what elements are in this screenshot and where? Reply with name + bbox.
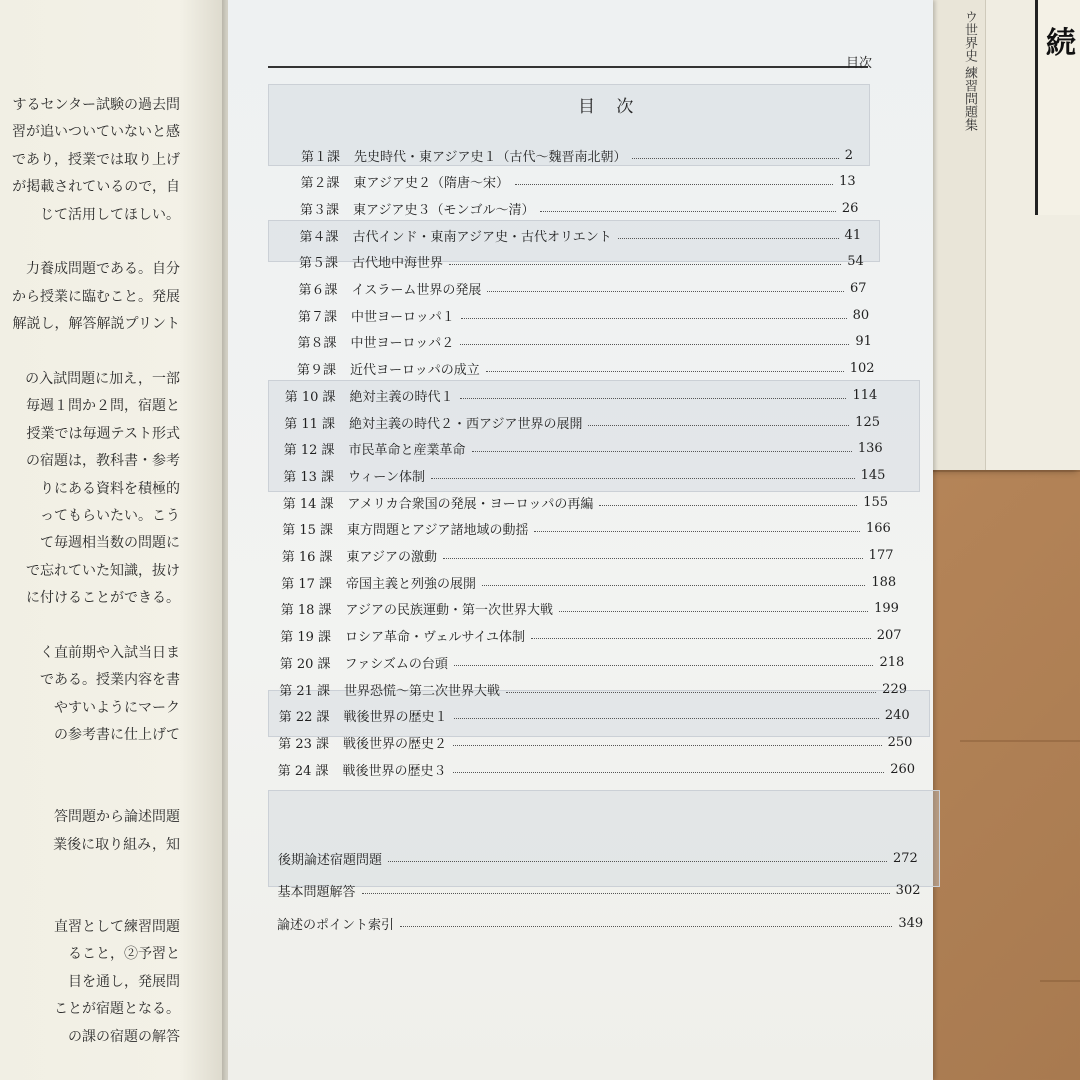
page-title: 目 次	[578, 97, 642, 117]
toc-entry[interactable]	[275, 332, 872, 352]
toc-page-number: 26	[841, 200, 859, 216]
toc-lesson-number: 第 16 課	[281, 550, 333, 565]
left-page-line: 解説し，解答解説プリント	[12, 316, 180, 333]
toc-entry[interactable]	[269, 652, 905, 672]
toc-leader-dots	[588, 425, 849, 426]
left-page-line: 習が追いついていないと感	[12, 124, 180, 141]
toc-title: 論述のポイント索引	[277, 917, 395, 933]
header-label: 目次	[846, 56, 873, 71]
toc-leader-dots	[449, 264, 841, 265]
left-page-line: 毎週１問か２問，宿題と	[26, 398, 180, 415]
toc-leader-dots	[599, 505, 857, 506]
toc-leader-dots	[559, 611, 868, 612]
toc-entry[interactable]	[269, 626, 902, 646]
toc-lesson-number: 第 22 課	[278, 710, 330, 726]
left-page-line: ってもらいたい。こう	[40, 508, 180, 524]
left-page-line: ことが宿題となる。	[54, 1001, 180, 1018]
toc-page-number: 102	[849, 361, 875, 377]
toc-title: ファシズムの台頭	[344, 656, 448, 672]
toc-leader-dots	[531, 638, 871, 639]
toc-page-number: 218	[879, 654, 905, 670]
toc-page-number: 114	[852, 387, 878, 403]
toc-lesson-number: 第 10 課	[284, 389, 336, 405]
toc-entry[interactable]	[277, 198, 858, 218]
left-page-line: 直習として練習問題	[54, 919, 180, 935]
toc-title: イスラーム世界の発展	[351, 283, 482, 298]
toc-page-number: 272	[892, 850, 918, 866]
toc-title: 古代地中海世界	[352, 256, 444, 272]
toc-title: 東アジア史３（モンゴル～清）	[353, 202, 535, 218]
toc-title: 基本問題解答	[277, 884, 356, 900]
toc-lesson-number: 第４課	[299, 229, 339, 245]
wood-grain	[960, 740, 1080, 742]
toc-leader-dots	[540, 211, 835, 212]
toc-entry[interactable]	[274, 385, 878, 405]
toc-leader-dots	[454, 718, 879, 719]
toc-title: 近代ヨーロッパの成立	[350, 363, 480, 379]
toc-lesson-number: 第 24 課	[277, 763, 329, 779]
toc-leader-dots	[506, 692, 876, 693]
left-page-line: じて活用してほしい。	[40, 206, 180, 223]
toc-entry[interactable]	[277, 225, 862, 245]
toc-entry[interactable]	[267, 732, 912, 752]
left-page-line: が掲載されているので，自	[12, 179, 180, 196]
left-page-line: やすいようにマーク	[54, 699, 180, 716]
left-page-line: の宿題は，教科書・参考	[26, 453, 180, 470]
side-book-cover-char: 続	[1046, 26, 1076, 61]
toc-leader-dots	[515, 184, 833, 185]
toc-leader-dots	[362, 893, 890, 894]
bleed-through-box	[268, 790, 940, 887]
toc-entry[interactable]	[266, 848, 918, 868]
toc-lesson-number: 第９課	[296, 363, 336, 379]
toc-leader-dots	[431, 478, 855, 479]
left-page-line: 答問題から論述問題	[54, 809, 180, 826]
toc-page-number: 136	[857, 441, 883, 457]
wood-grain	[930, 470, 1080, 472]
toc-leader-dots	[443, 558, 863, 559]
toc-entry[interactable]	[271, 546, 894, 566]
toc-entry[interactable]	[278, 145, 853, 165]
toc-entry[interactable]	[272, 492, 889, 512]
toc-page-number: 80	[852, 307, 870, 323]
toc-lesson-number: 第５課	[298, 256, 338, 272]
toc-leader-dots	[388, 861, 887, 862]
wood-grain	[1040, 980, 1080, 982]
left-page-line: て毎週相当数の問題に	[40, 535, 180, 552]
toc-entry[interactable]	[266, 880, 921, 900]
toc-leader-dots	[400, 926, 892, 927]
toc-title: 絶対主義の時代２・西アジア世界の展開	[349, 416, 583, 432]
left-page-line: 目を通し，発展問	[68, 973, 180, 990]
toc-entry[interactable]	[274, 359, 875, 379]
toc-page-number: 67	[849, 281, 867, 296]
toc-lesson-number: 第 12 課	[283, 443, 335, 459]
toc-lesson-number: 第 23 課	[278, 736, 329, 752]
toc-page-number: 145	[860, 467, 886, 483]
toc-page-number: 2	[844, 147, 853, 163]
toc-leader-dots	[461, 318, 847, 319]
toc-page-number: 188	[871, 574, 897, 590]
toc-entry[interactable]	[275, 305, 869, 325]
toc-entry[interactable]	[267, 759, 916, 779]
left-page-line: に付けることができる。	[26, 590, 180, 607]
toc-page-number: 207	[876, 628, 902, 644]
side-book-cover	[1035, 0, 1080, 215]
toc-lesson-number: 第 13 課	[283, 469, 334, 485]
toc-title: 先史時代・東アジア史１（古代～魏晋南北朝）	[354, 149, 627, 165]
toc-title: 戦後世界の歴史２	[343, 736, 448, 752]
toc-leader-dots	[460, 398, 847, 399]
side-book-title: ウ世界史 練習問題集	[962, 10, 977, 132]
toc-lesson-number: 第１課	[300, 149, 340, 165]
left-page-line: ること，②予習と	[68, 946, 180, 963]
toc-entry[interactable]	[268, 679, 907, 699]
header-rule	[268, 66, 868, 68]
left-page-line: の課の宿題の解答	[68, 1028, 180, 1045]
toc-entry[interactable]	[276, 279, 867, 299]
toc-leader-dots	[618, 238, 839, 239]
toc-title: ロシア革命・ヴェルサイユ体制	[345, 630, 526, 646]
toc-title: アメリカ合衆国の発展・ヨーロッパの再編	[347, 496, 594, 512]
toc-lesson-number: 第８課	[297, 336, 337, 352]
toc-title: 帝国主義と列強の展開	[346, 576, 477, 592]
toc-page-number: 260	[890, 761, 916, 777]
left-page-line: するセンター試験の過去問	[12, 97, 180, 113]
toc-title: 後期論述宿題問題	[278, 852, 383, 868]
left-page-line: であり，授業では取り上げ	[12, 151, 180, 168]
toc-lesson-number: 第 18 課	[280, 603, 332, 619]
toc-title: 戦後世界の歴史３	[342, 763, 447, 779]
toc-entry[interactable]	[276, 252, 864, 272]
toc-leader-dots	[486, 371, 844, 372]
left-page-line: である。授業内容を書	[40, 672, 180, 689]
toc-title: 古代インド・東南アジア史・古代オリエント	[352, 229, 612, 245]
toc-page-number: 250	[887, 734, 913, 750]
toc-lesson-number: 第 14 課	[282, 496, 334, 512]
toc-title: 世界恐慌～第二次世界大戦	[344, 683, 501, 699]
toc-lesson-number: 第 20 課	[279, 656, 331, 672]
toc-page-number: 302	[895, 882, 921, 898]
toc-title: 中世ヨーロッパ２	[350, 336, 455, 352]
toc-lesson-number: 第 17 課	[281, 576, 332, 592]
toc-page-number: 349	[898, 915, 924, 931]
left-page-line: で忘れていた知識，抜け	[26, 562, 180, 579]
toc-page-number: 91	[855, 334, 872, 350]
left-page-line: 業後に取り組み，知	[53, 836, 180, 853]
toc-lesson-number: 第６課	[298, 283, 338, 298]
toc-title: 戦後世界の歴史１	[343, 710, 448, 726]
toc-entry[interactable]	[270, 572, 896, 592]
toc-leader-dots	[454, 665, 874, 666]
left-page-line: く直前期や入試当日ま	[40, 645, 180, 661]
toc-lesson-number: 第７課	[297, 309, 337, 325]
toc-title: 市民革命と産業革命	[348, 443, 466, 459]
toc-page-number: 41	[844, 227, 862, 243]
toc-title: 東アジアの激動	[346, 550, 437, 565]
toc-entry[interactable]	[278, 172, 856, 192]
toc-page-number: 240	[884, 708, 910, 724]
toc-leader-dots	[472, 451, 852, 452]
toc-leader-dots	[534, 531, 859, 532]
left-page-line: の参考書に仕上げて	[54, 727, 180, 744]
toc-leader-dots	[482, 585, 865, 586]
toc-page-number: 166	[865, 521, 891, 537]
toc-page-number: 229	[882, 681, 907, 697]
toc-title: ウィーン体制	[348, 469, 425, 485]
toc-lesson-number: 第 15 課	[282, 523, 333, 539]
toc-entry[interactable]	[270, 599, 899, 619]
toc-leader-dots	[460, 344, 849, 345]
toc-title: 絶対主義の時代１	[349, 389, 454, 405]
toc-title: 東方問題とアジア諸地域の動揺	[347, 523, 529, 539]
toc-leader-dots	[453, 745, 882, 746]
toc-entry[interactable]	[268, 706, 910, 726]
toc-entry[interactable]	[273, 412, 880, 432]
toc-leader-dots	[453, 772, 885, 773]
toc-page-number: 125	[855, 414, 880, 430]
toc-lesson-number: 第 19 課	[280, 630, 331, 646]
toc-entry[interactable]	[272, 465, 885, 485]
toc-entry[interactable]	[271, 519, 891, 539]
toc-entry[interactable]	[273, 439, 883, 459]
toc-title: 中世ヨーロッパ１	[351, 309, 455, 325]
toc-title: 東アジア史２（隋唐～宋）	[353, 176, 509, 192]
left-page-line: りにある資料を積極的	[40, 480, 180, 497]
toc-page-number: 155	[863, 494, 889, 510]
toc-lesson-number: 第２課	[300, 176, 340, 192]
toc-page-number: 54	[847, 254, 864, 270]
left-page-line: の入試問題に加え，一部	[25, 371, 180, 387]
left-page-line: 力養成問題である。自分	[26, 261, 180, 278]
toc-page	[228, 0, 933, 1080]
toc-lesson-number: 第 11 課	[284, 416, 335, 432]
left-page-line: から授業に臨むこと。発展	[12, 288, 180, 305]
toc-page-number: 13	[839, 174, 856, 190]
toc-leader-dots	[487, 291, 844, 292]
left-page-line: 授業では毎週テスト形式	[26, 425, 180, 442]
toc-page-number: 199	[874, 601, 899, 617]
toc-lesson-number: 第３課	[299, 202, 339, 218]
left-page	[0, 0, 225, 1080]
toc-lesson-number: 第 21 課	[279, 683, 330, 699]
toc-title: アジアの民族運動・第一次世界大戦	[345, 603, 553, 619]
toc-page-number: 177	[868, 548, 894, 563]
toc-entry[interactable]	[265, 913, 923, 933]
toc-leader-dots	[632, 158, 838, 159]
